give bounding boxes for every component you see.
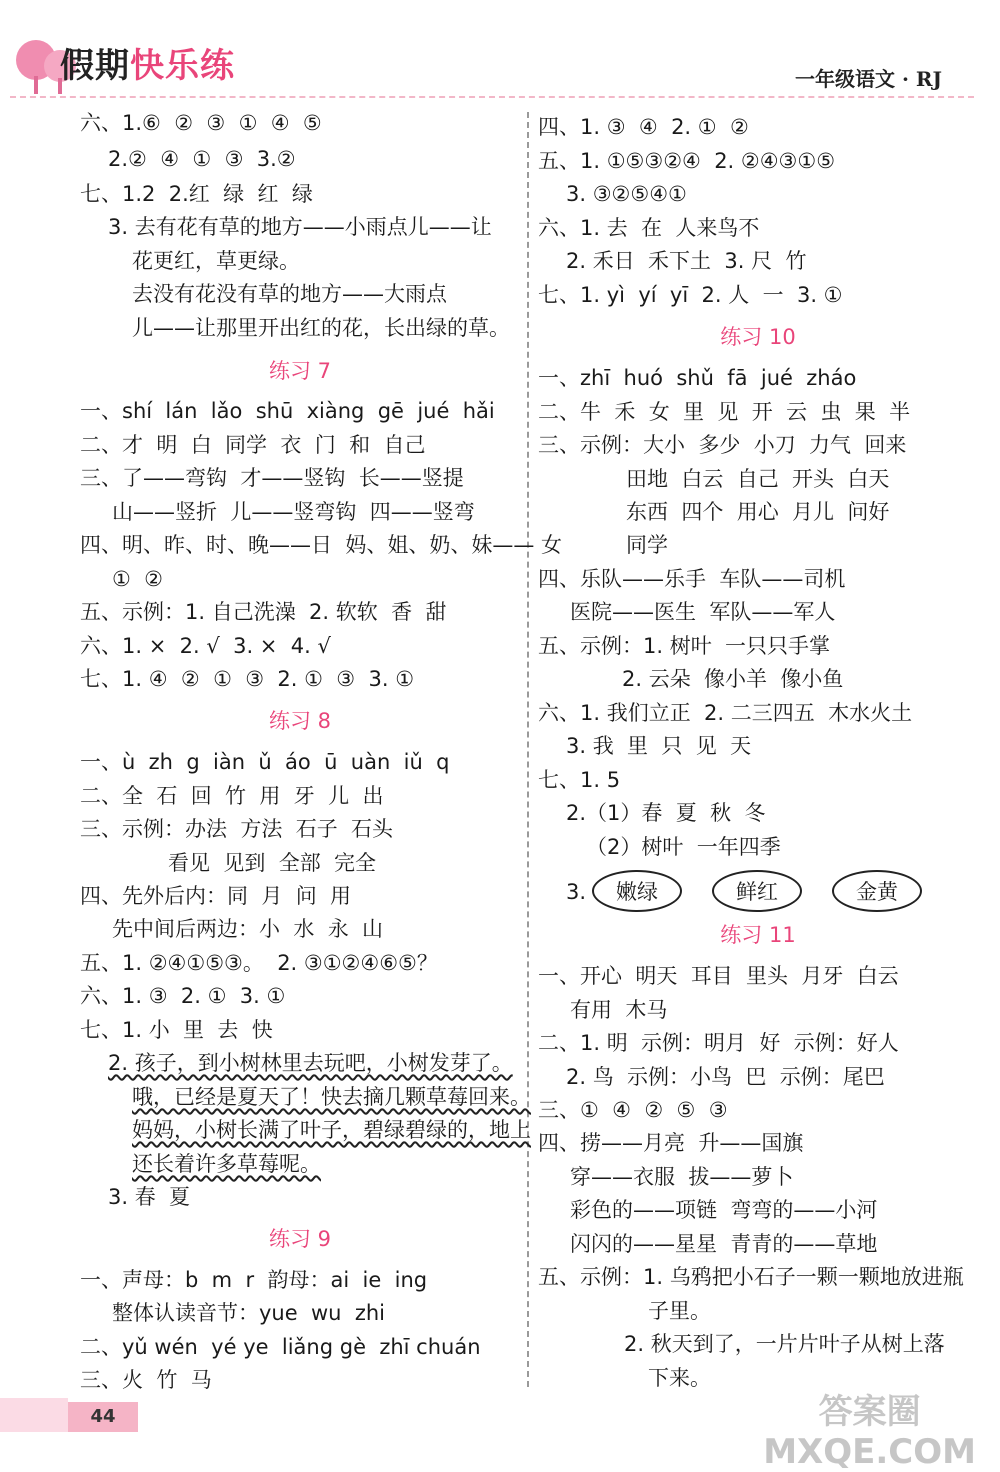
header-divider [10, 96, 974, 98]
answer-line: 2.（1）春 夏 秋 冬 [566, 801, 766, 825]
answer-line: 三、示例：办法 方法 石子 石头 [80, 817, 394, 841]
answer-line: 四、先外后内：同 月 问 用 [80, 884, 352, 908]
answer-line: 先中间后两边：小 水 永 山 [112, 917, 384, 941]
answer-line: 二、1. 明 示例：明月 好 示例：好人 [538, 1031, 899, 1055]
answer-line: 三、了——弯钩 才——竖钩 长——竖提 [80, 466, 464, 490]
answer-line: 花更红，草更绿。 [132, 249, 300, 273]
answer-line: 3. ③②⑤④① [566, 182, 687, 206]
answer-line: 去没有花没有草的地方——大雨点 [132, 282, 447, 306]
answer-line: 五、1. ②④①⑤③。 2. ③①②④⑥⑤？ [80, 951, 438, 975]
watermark [763, 1392, 976, 1472]
page-number: 44 [68, 1402, 138, 1432]
answer-line: （2）树叶 一年四季 [586, 835, 781, 859]
answer-line: 2. 秋天到了，一片片叶子从树上落 [624, 1332, 945, 1356]
answer-line: 一、shí lán lǎo shū xiàng gē jué hǎi [80, 399, 495, 423]
answer-line: 二、全 石 回 竹 用 牙 儿 出 [80, 784, 384, 808]
answer-line: 七、1. ④ ② ① ③ 2. ① ③ 3. ① [80, 667, 415, 691]
answer-line: 七、1. 5 [538, 768, 621, 792]
oval-answer: 金黄 [832, 870, 922, 912]
oval-prefix: 3. [566, 880, 587, 904]
answer-line: 四、乐队——乐手 车队——司机 [538, 567, 846, 591]
answer-line: 儿——让那里开出红的花，长出绿的草。 [132, 316, 510, 340]
answer-line: 闪闪的——星星 青青的——草地 [570, 1232, 878, 1256]
answer-line: 一、开心 明天 耳目 里头 月牙 白云 [538, 964, 899, 988]
answer-line: 二、才 明 白 同学 衣 门 和 自己 [80, 433, 426, 457]
answer-line: 七、1. 小 里 去 快 [80, 1018, 273, 1042]
answer-line: 五、示例：1. 乌鸦把小石子一颗一颗地放进瓶 [538, 1265, 964, 1289]
answer-line: 整体认读音节：yue wu zhi [112, 1301, 386, 1325]
answer-line: 有用 木马 [570, 998, 668, 1022]
answer-line: 彩色的——项链 弯弯的——小河 [570, 1198, 878, 1222]
answer-line: 东西 四个 用心 月儿 问好 [626, 500, 890, 524]
answer-line: 3. 春 夏 [108, 1185, 191, 1209]
answer-line: 二、牛 禾 女 里 见 开 云 虫 果 半 [538, 400, 911, 424]
answer-line: 妈妈，小树长满了叶子，碧绿碧绿的，地上 [132, 1118, 531, 1142]
answer-line: 一、zhī huó shǔ fā jué zháo [538, 366, 857, 390]
footer-bar [0, 1398, 68, 1432]
answer-line: 六、1. 去 在 人来鸟不 [538, 216, 760, 240]
answer-line: 2.② ④ ① ③ 3.② [108, 147, 296, 171]
answer-line: 2. 鸟 示例：小鸟 巴 示例：尾巴 [566, 1065, 885, 1089]
section-title: 练习 9 [268, 1227, 332, 1251]
answer-line: 四、捞——月亮 升——国旗 [538, 1131, 804, 1155]
answer-line: 还长着许多草莓呢。 [132, 1152, 321, 1176]
answer-line: 六、1.⑥ ② ③ ① ④ ⑤ [80, 111, 322, 135]
answer-line: 医院——医生 军队——军人 [570, 600, 836, 624]
answer-line: 三、火 竹 马 [80, 1368, 212, 1392]
subject-label: 一年级语文 · RJ [795, 67, 942, 91]
answer-line: 同学 [626, 533, 668, 557]
answer-line: 看见 见到 全部 完全 [168, 851, 377, 875]
brand-title [60, 38, 235, 87]
section-title: 练习 10 [720, 325, 796, 349]
answer-line: 山——竖折 儿——竖弯钩 四——竖弯 [112, 500, 475, 524]
answer-line: 2. 禾日 禾下土 3. 尺 竹 [566, 249, 807, 273]
section-title: 练习 8 [268, 709, 332, 733]
answer-line: 下来。 [648, 1366, 711, 1390]
answer-line: 五、示例：1. 树叶 一只只手掌 [538, 634, 831, 658]
answer-line: 一、声母：b m r 韵母：ai ie ing [80, 1268, 428, 1292]
brand-part2: 快乐练 [130, 46, 235, 86]
answer-line: 2. 云朵 像小羊 像小鱼 [622, 667, 844, 691]
answer-line: 七、1.2 2.红 绿 红 绿 [80, 182, 313, 206]
answer-line: 穿——衣服 拔——萝卜 [570, 1165, 794, 1189]
answer-line: 七、1. yì yí yī 2. 人 一 3. ① [538, 283, 843, 307]
answer-line: 六、1. ③ 2. ① 3. ① [80, 984, 286, 1008]
answer-line: 四、1. ③ ④ 2. ① ② [538, 115, 749, 139]
section-title: 练习 11 [720, 923, 796, 947]
oval-answer: 嫩绿 [592, 870, 682, 912]
answer-line: 五、示例：1. 自己洗澡 2. 软软 香 甜 [80, 600, 447, 624]
answer-line: 四、明、昨、时、晚——日 妈、姐、奶、妹—— 女 [80, 533, 563, 557]
oval-answer: 鲜红 [712, 870, 802, 912]
answer-line: 一、ù zh g iàn ǔ áo ū uàn iǔ q [80, 750, 450, 774]
answer-line: 六、1. 我们立正 2. 二三四五 木水火土 [538, 701, 913, 725]
answer-line: 二、yǔ wén yé ye liǎng gè zhī chuán [80, 1335, 481, 1359]
answer-line: 哦，已经是夏天了！快去摘几颗草莓回来。 [132, 1085, 531, 1109]
answer-line: ① ② [112, 567, 164, 591]
answer-line: 三、示例：大小 多少 小刀 力气 回来 [538, 433, 907, 457]
answer-line: 五、1. ①⑤③②④ 2. ②④③①⑤ [538, 149, 836, 173]
answer-line: 2. 孩子，到小树林里去玩吧，小树发芽了。 [108, 1051, 513, 1075]
answer-line: 子里。 [648, 1299, 711, 1323]
answer-line: 三、① ④ ② ⑤ ③ [538, 1098, 728, 1122]
answer-line: 3. 去有花有草的地方——小雨点儿——让 [108, 215, 492, 239]
answer-line: 田地 白云 自己 开头 白天 [626, 467, 890, 491]
watermark-text: 答案圈 MXQE.COM [763, 1392, 976, 1472]
answer-line: 3. 我 里 只 见 天 [566, 734, 752, 758]
oval-answers [592, 870, 922, 912]
section-title: 练习 7 [268, 359, 332, 383]
page-header [0, 0, 1000, 105]
column-divider [527, 112, 529, 1387]
brand-part1: 假期 [60, 46, 130, 86]
answer-line: 六、1. × 2. √ 3. × 4. √ [80, 634, 331, 658]
